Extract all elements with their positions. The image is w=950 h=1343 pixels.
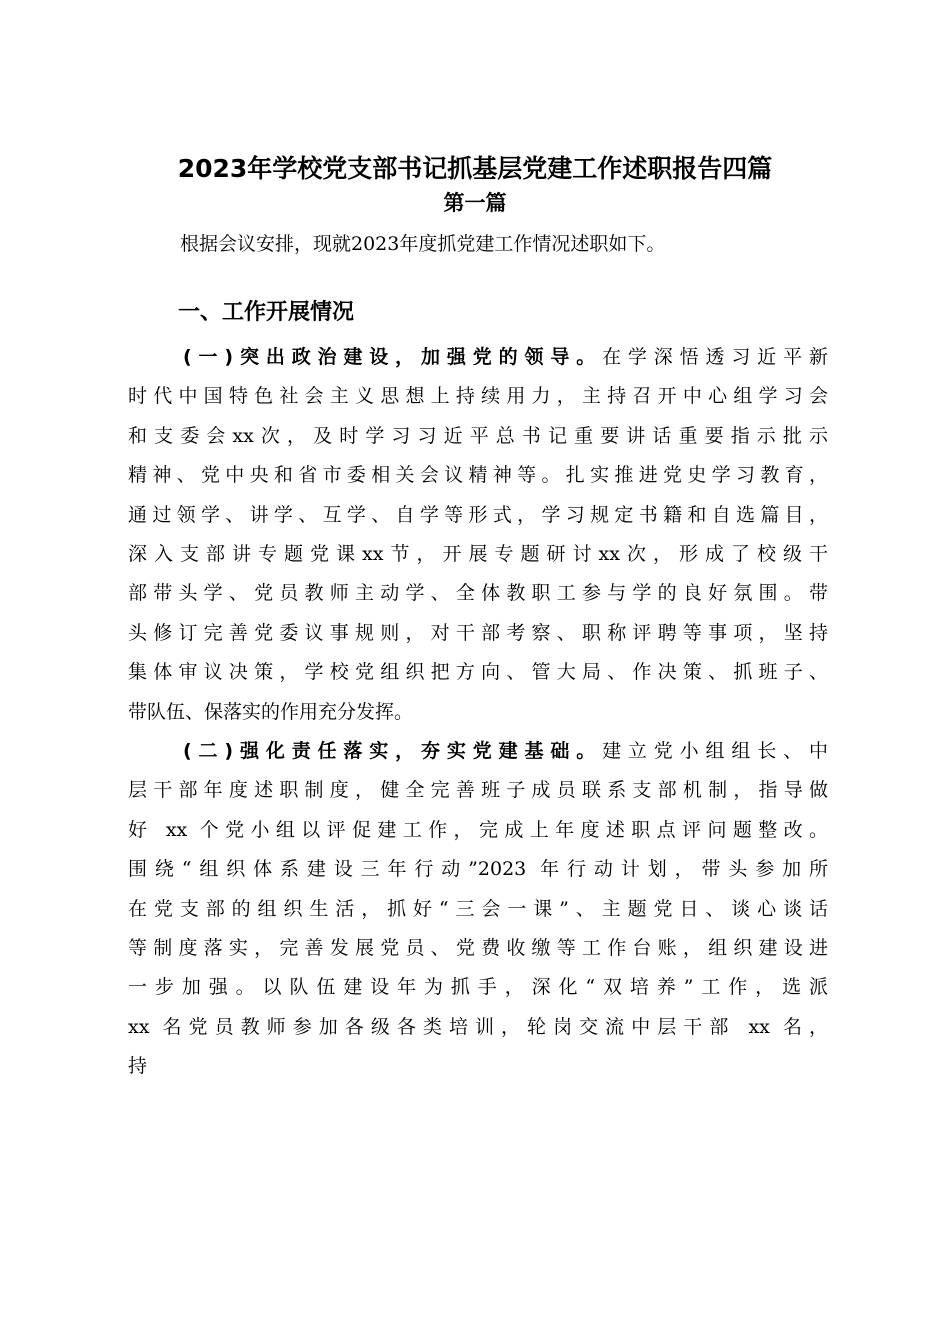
paragraph-lead: (一)突出政治建设，加强党的领导。 xyxy=(183,346,603,368)
paragraph-line: 带队伍、保落实的作用充分发挥。 xyxy=(128,700,414,723)
paragraph-line: 部带头学、党员教师主动学、全体教职工参与学的良好氛围。带 xyxy=(128,582,828,605)
paragraph-line: 持 xyxy=(128,1055,148,1078)
paragraph-line: 集体审议决策，学校党组织把方向、管大局、作决策、抓班子、 xyxy=(128,661,828,684)
paragraph-line: 围绕“组织体系建设三年行动”2023 年行动计划，带头参加所 xyxy=(128,858,828,881)
paragraph-line: 层干部年度述职制度，健全完善班子成员联系支部机制，指导做 xyxy=(128,779,828,802)
paragraph-political-building xyxy=(128,338,828,732)
paragraph-lead: (二)强化责任落实，夯实党建基础。 xyxy=(183,740,603,762)
paragraph-line: 等制度落实，完善发展党员、党费收缴等工作台账，组织建设进 xyxy=(128,937,828,960)
paragraph-line: 一步加强。以队伍建设年为抓手，深化“双培养”工作，选派 xyxy=(128,976,828,999)
paragraph-text: 在学深悟透习近平新 xyxy=(602,346,828,368)
paragraph-line: 深入支部讲专题党课xx节，开展专题研讨xx次，形成了校级干 xyxy=(128,543,828,566)
paragraph-line: 时代中国特色社会主义思想上持续用力，主持召开中心组学习会 xyxy=(128,385,828,408)
intro-paragraph: 根据会议安排，现就2023年度抓党建工作情况述职如下。 xyxy=(180,233,666,255)
paragraph-first-line xyxy=(128,732,828,771)
paragraph-first-line xyxy=(128,338,828,377)
paragraph-text: 建立党小组组长、中 xyxy=(602,740,828,762)
paragraph-line: 好 xx 个党小组以评促建工作，完成上年度述职点评问题整改。 xyxy=(128,818,828,841)
paragraph-line: 头修订完善党委议事规则，对干部考察、职称评聘等事项，坚持 xyxy=(128,621,828,644)
document-subtitle: 第一篇 xyxy=(443,191,507,215)
paragraph-line: 在党支部的组织生活，抓好“三会一课”、主题党日、谈心谈话 xyxy=(128,897,828,920)
paragraph-line: 通过领学、讲学、互学、自学等形式，学习规定书籍和自选篇目， xyxy=(128,503,828,526)
paragraph-line: 和支委会xx次，及时学习习近平总书记重要讲话重要指示批示 xyxy=(128,424,828,447)
paragraph-line: 精神、党中央和省市委相关会议精神等。扎实推进党史学习教育， xyxy=(128,464,828,487)
document-title: 2023年学校党支部书记抓基层党建工作述职报告四篇 xyxy=(177,154,773,183)
paragraph-line: xx 名党员教师参加各级各类培训，轮岗交流中层干部 xx 名， xyxy=(128,1015,828,1038)
paragraph-responsibility xyxy=(128,732,828,1087)
section-heading: 一、工作开展情况 xyxy=(178,300,355,325)
